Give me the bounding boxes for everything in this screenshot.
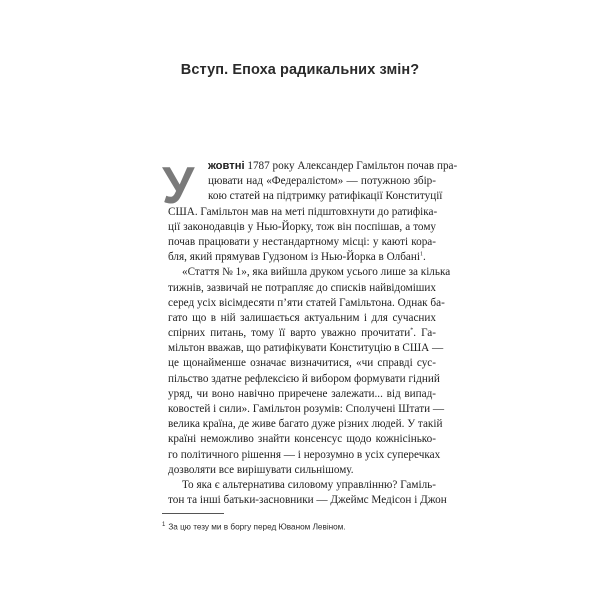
- chapter-title: Вступ. Епоха радикальних змін?: [180, 62, 420, 78]
- text-line: кою статей на підтримку ратифікації Конституції: [208, 190, 443, 203]
- footnote-rule: [162, 513, 224, 514]
- text-line: велика країна, де живе багато дуже різних людей. У такій: [168, 418, 443, 431]
- drop-cap: У: [162, 157, 195, 215]
- text-line: почав працювати у нестандартному місці: у каюті кора-: [168, 235, 436, 248]
- text-line-content: спірних питань, тому її варто уважно прочитати: [168, 327, 411, 340]
- text-line: [168, 159, 458, 174]
- text-line-tail: . Га-: [413, 327, 436, 340]
- text-line: серед усіх вісімдесяти п’яти статей Гамільтона. Однак ба-: [168, 296, 445, 309]
- lead-word: жовтні: [208, 160, 245, 172]
- text-line: бля, який прямував Гудзоном із Нью-Йорка в Олбані$^1$.: [168, 251, 426, 264]
- footnote-text: За цю тезу ми в боргу перед Юваном Левіном.: [168, 522, 346, 532]
- text-line: ковостей і сили». Гамільтон розумів: Сполучені Штати —: [168, 403, 445, 415]
- text-line: пільство здатне рефлексією й вибором формувати гідний: [168, 372, 440, 385]
- text-line: дозволяти все вирішувати сильнішому.: [168, 463, 354, 476]
- text-line: це щонайменше означає визначитися, «чи справді сус-: [168, 357, 436, 370]
- footnote-marker: 1: [162, 522, 166, 528]
- text-line: цювати над «Федералістом» — потужною збір-: [208, 175, 436, 188]
- body-text: [168, 159, 458, 508]
- text-line: США. Гамільтон мав на меті підштовхнути до ратифіка-: [168, 205, 438, 218]
- footnote: [162, 522, 346, 532]
- text-line: гато що в ній залишається актуальним і для сучасних: [168, 311, 436, 324]
- text-line: тон та інші батьки-засновники — Джеймс Медісон і Джон: [168, 494, 447, 507]
- text-line: тижнів, зазвичай не потрапляє до списків найвідоміших: [168, 281, 436, 294]
- text-line: То яка є альтернатива силовому управлінню? Гаміль-: [182, 478, 436, 491]
- text-line: го політичного рішення — і нерозумно в усіх суперечках: [168, 448, 441, 461]
- footnote-ref[interactable]: 1: [420, 251, 423, 258]
- text-line: [168, 326, 436, 341]
- text-line: країні неможливо знайти консенсус щодо кожнісінько-: [168, 433, 436, 446]
- text-line: мільтон вважав, що ратифікувати Конституцію в США —: [168, 342, 444, 355]
- text-line-content: 1787 року Александер Гамільтон почав пра-: [244, 160, 458, 172]
- text-line-content: бля, який прямував Гудзоном із Нью-Йорка в Олбані: [168, 251, 420, 264]
- text-line: ції законодавців у Нью-Йорку, тож він поспішав, а тому: [168, 220, 436, 233]
- text-line: уряд, чи воно навічно приречене залежати... від випад-: [168, 387, 436, 400]
- footnote-ref[interactable]: *: [410, 327, 414, 334]
- text-line: «Стаття № 1», яка вийшла друком усього лише за кілька: [182, 266, 451, 279]
